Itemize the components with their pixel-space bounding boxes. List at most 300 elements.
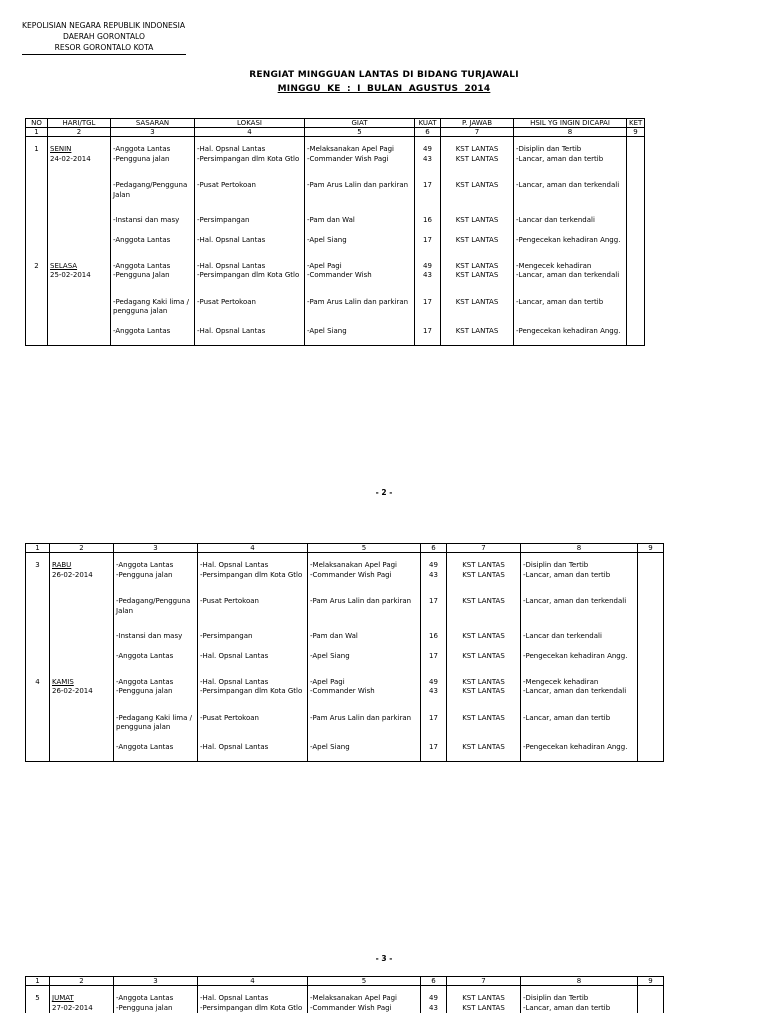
- lokasi-text: -Hal. Opsnal Lantas: [200, 994, 269, 1002]
- row-number: [26, 281, 48, 317]
- row-number: [26, 226, 48, 246]
- p-jawab-text: KST LANTAS: [455, 145, 499, 153]
- giat-cell: [305, 200, 415, 226]
- kuat-cell: [421, 553, 447, 581]
- giat-text: -Commander Wish: [307, 271, 372, 280]
- table-row: [26, 317, 645, 337]
- spacer-cell: [26, 337, 48, 346]
- kuat-text: 43: [423, 154, 432, 163]
- lokasi-text: -Pusat Pertokoan: [197, 297, 256, 306]
- header-line-2: DAERAH GORONTALO: [63, 32, 145, 41]
- sasaran-cell: [111, 164, 195, 200]
- p-jawab-text: KST LANTAS: [455, 216, 499, 225]
- spacer-cell: [521, 753, 638, 762]
- table-row: [26, 553, 664, 581]
- p-jawab-cell: [447, 616, 521, 642]
- sasaran-cell: [111, 254, 195, 281]
- hasil-text: -Pengecekan kehadiran Angg.: [523, 742, 628, 751]
- lokasi-text: -Persimpangan dlm Kota Gtlo: [197, 271, 300, 280]
- giat-text: -Pam Arus Lalin dan parkiran: [307, 297, 409, 306]
- sasaran-text: -Pengguna jalan: [116, 687, 173, 696]
- lokasi-cell: [195, 281, 305, 317]
- hasil-text: -Pengecekan kehadiran Angg.: [516, 326, 621, 335]
- day-date: [50, 642, 114, 662]
- kuat-text: 17: [429, 742, 438, 751]
- giat-text: -Pam dan Wal: [307, 216, 355, 225]
- hasil-cell: [521, 580, 638, 616]
- ket-cell: [627, 137, 645, 165]
- lokasi-text: -Pusat Pertokoan: [197, 181, 256, 190]
- spacer-cell: [305, 246, 415, 254]
- kuat-text: 49: [429, 994, 438, 1002]
- table-row: [26, 137, 645, 165]
- lokasi-text: -Hal. Opsnal Lantas: [200, 651, 269, 660]
- row-spacer: [26, 337, 645, 346]
- kuat-text: 17: [423, 235, 432, 244]
- kuat-text: 17: [423, 326, 432, 335]
- day-date: [48, 137, 111, 165]
- column-number-row: [26, 544, 664, 553]
- lokasi-cell: [198, 616, 308, 642]
- day-name: SENIN: [50, 145, 72, 153]
- p-jawab-text: KST LANTAS: [462, 677, 505, 686]
- lokasi-cell: [198, 553, 308, 581]
- spacer-cell: [308, 753, 421, 762]
- p-jawab-text: KST LANTAS: [462, 561, 505, 569]
- kuat-text: 17: [429, 597, 438, 606]
- giat-text: -Apel Pagi: [307, 261, 342, 270]
- column-number: 7: [447, 977, 521, 986]
- hasil-text: -Lancar, aman dan terkendali: [523, 687, 627, 696]
- giat-cell: [308, 733, 421, 753]
- p-jawab-cell: [441, 164, 514, 200]
- sasaran-text: -Anggota Lantas: [113, 235, 171, 244]
- sasaran-cell: [114, 553, 198, 581]
- column-number: 4: [195, 128, 305, 137]
- kuat-cell: [415, 317, 441, 337]
- day-number: 2: [34, 261, 39, 270]
- kuat-text: 49: [423, 145, 432, 153]
- row-number: [26, 986, 50, 1014]
- hasil-text: -Mengecek kehadiran: [516, 261, 592, 270]
- column-number: 5: [308, 977, 421, 986]
- day-name: RABU: [52, 561, 72, 569]
- sasaran-cell: [114, 986, 198, 1014]
- table-row: [26, 226, 645, 246]
- row-number: [26, 254, 48, 281]
- giat-text: -Melaksanakan Apel Pagi: [310, 561, 397, 569]
- table-row: [26, 616, 664, 642]
- p-jawab-text: KST LANTAS: [462, 742, 505, 751]
- table-row: [26, 697, 664, 733]
- kuat-cell: [421, 733, 447, 753]
- sasaran-cell: [111, 137, 195, 165]
- hasil-text: -Lancar, aman dan tertib: [523, 570, 611, 579]
- kuat-cell: [421, 670, 447, 697]
- sasaran-text: -Anggota Lantas: [116, 651, 174, 660]
- giat-text: -Apel Siang: [310, 651, 350, 660]
- spacer-cell: [26, 753, 50, 762]
- column-number: 9: [638, 977, 664, 986]
- table-row: [26, 670, 664, 697]
- spacer-cell: [195, 337, 305, 346]
- kuat-cell: [415, 254, 441, 281]
- giat-text: -Commander Wish: [310, 687, 375, 696]
- kuat-text: 43: [423, 271, 432, 280]
- row-number: [26, 580, 50, 616]
- giat-cell: [305, 226, 415, 246]
- column-number: 3: [111, 128, 195, 137]
- lokasi-text: -Persimpangan dlm Kota Gtlo: [197, 154, 300, 163]
- spacer-cell: [198, 662, 308, 670]
- p-jawab-text: KST LANTAS: [462, 597, 505, 606]
- p-jawab-cell: [447, 553, 521, 581]
- hasil-cell: [521, 642, 638, 662]
- schedule-table: [25, 543, 664, 762]
- day-date-value: 27-02-2014: [52, 1003, 93, 1012]
- day-date-value: 24-02-2014: [50, 154, 91, 163]
- p-jawab-text: KST LANTAS: [455, 181, 499, 190]
- sasaran-cell: [111, 281, 195, 317]
- hasil-cell: [514, 281, 627, 317]
- row-number: [26, 642, 50, 662]
- ket-cell: [627, 254, 645, 281]
- day-date: [50, 733, 114, 753]
- column-number: 7: [441, 128, 514, 137]
- giat-cell: [305, 317, 415, 337]
- giat-text: -Pam Arus Lalin dan parkiran: [307, 181, 409, 190]
- table-row: [26, 580, 664, 616]
- kuat-cell: [415, 164, 441, 200]
- giat-cell: [305, 137, 415, 165]
- ket-cell: [638, 580, 664, 616]
- spacer-cell: [50, 753, 114, 762]
- kuat-text: 49: [429, 561, 438, 569]
- spacer-cell: [111, 246, 195, 254]
- day-date: [50, 986, 114, 1014]
- kuat-text: 43: [429, 687, 438, 696]
- ket-cell: [627, 200, 645, 226]
- lokasi-text: -Hal. Opsnal Lantas: [197, 235, 266, 244]
- day-number: 1: [34, 145, 39, 153]
- kuat-text: 43: [429, 570, 438, 579]
- giat-cell: [308, 616, 421, 642]
- sasaran-text: -Pengguna Jalan: [113, 271, 170, 280]
- ket-cell: [638, 733, 664, 753]
- column-number: 6: [415, 128, 441, 137]
- sasaran-cell: [114, 642, 198, 662]
- sasaran-text: -Pedagang Kaki lima /: [116, 713, 192, 722]
- giat-cell: [308, 986, 421, 1014]
- giat-text: -Pam Arus Lalin dan parkiran: [310, 597, 412, 606]
- row-number: [26, 137, 48, 165]
- day-date: [50, 553, 114, 581]
- lokasi-cell: [198, 670, 308, 697]
- p-jawab-cell: [447, 697, 521, 733]
- ket-cell: [627, 164, 645, 200]
- day-date: [50, 616, 114, 642]
- ket-cell: [627, 226, 645, 246]
- hasil-text: -Mengecek kehadiran: [523, 677, 599, 686]
- column-header: LOKASI: [195, 119, 305, 128]
- hasil-cell: [521, 670, 638, 697]
- sasaran-text: Jalan: [116, 606, 134, 615]
- page-number-3: - 3 -: [375, 954, 393, 963]
- kuat-text: 17: [429, 651, 438, 660]
- hasil-text: -Lancar, aman dan terkendali: [516, 271, 620, 280]
- column-number: 3: [114, 977, 198, 986]
- table-row: [26, 733, 664, 753]
- p-jawab-cell: [447, 670, 521, 697]
- day-date: [48, 200, 111, 226]
- hasil-text: -Lancar dan terkendali: [523, 632, 602, 641]
- spacer-cell: [441, 246, 514, 254]
- ket-cell: [638, 986, 664, 1014]
- giat-cell: [305, 281, 415, 317]
- p-jawab-cell: [441, 137, 514, 165]
- p-jawab-text: KST LANTAS: [462, 1003, 505, 1012]
- lokasi-cell: [198, 986, 308, 1014]
- kuat-cell: [415, 226, 441, 246]
- sasaran-cell: [114, 580, 198, 616]
- column-number: 2: [48, 128, 111, 137]
- kuat-cell: [421, 580, 447, 616]
- spacer-cell: [521, 662, 638, 670]
- sasaran-cell: [111, 200, 195, 226]
- hasil-text: -Lancar dan terkendali: [516, 216, 595, 225]
- column-header: HSIL YG INGIN DICAPAI: [514, 119, 627, 128]
- row-number: [26, 553, 50, 581]
- column-number: 8: [514, 128, 627, 137]
- giat-text: -Pam dan Wal: [310, 632, 358, 641]
- row-number: [26, 317, 48, 337]
- p-jawab-text: KST LANTAS: [462, 687, 505, 696]
- sasaran-cell: [114, 697, 198, 733]
- giat-cell: [308, 642, 421, 662]
- hasil-cell: [521, 553, 638, 581]
- p-jawab-text: KST LANTAS: [455, 261, 499, 270]
- column-number: 2: [50, 544, 114, 553]
- giat-text: -Melaksanakan Apel Pagi: [307, 145, 394, 153]
- spacer-cell: [198, 753, 308, 762]
- sasaran-text: pengguna jalan: [113, 307, 168, 316]
- column-number-row: [26, 128, 645, 137]
- ket-cell: [638, 616, 664, 642]
- p-jawab-text: KST LANTAS: [455, 235, 499, 244]
- hasil-text: -Disiplin dan Tertib: [516, 145, 582, 153]
- ket-cell: [627, 317, 645, 337]
- hasil-text: -Pengecekan kehadiran Angg.: [523, 651, 628, 660]
- p-jawab-text: KST LANTAS: [462, 570, 505, 579]
- table-row: [26, 200, 645, 226]
- spacer-cell: [441, 337, 514, 346]
- spacer-cell: [48, 246, 111, 254]
- lokasi-text: -Persimpangan dlm Kota Gtlo: [200, 570, 303, 579]
- spacer-cell: [26, 662, 50, 670]
- hasil-cell: [514, 200, 627, 226]
- hasil-text: -Disiplin dan Tertib: [523, 994, 589, 1002]
- column-header: KET: [627, 119, 645, 128]
- day-name: SELASA: [50, 261, 78, 270]
- p-jawab-text: KST LANTAS: [462, 994, 505, 1002]
- sasaran-text: -Instansi dan masy: [116, 632, 183, 641]
- day-number: 5: [35, 994, 40, 1002]
- day-date: [50, 670, 114, 697]
- sasaran-text: -Anggota Lantas: [113, 326, 171, 335]
- sasaran-cell: [114, 616, 198, 642]
- sasaran-text: Jalan: [113, 190, 131, 199]
- giat-cell: [308, 580, 421, 616]
- header-line-1: KEPOLISIAN NEGARA REPUBLIK INDONESIA: [22, 21, 186, 30]
- day-date: [48, 281, 111, 317]
- day-date: [48, 317, 111, 337]
- lokasi-text: -Hal. Opsnal Lantas: [200, 742, 269, 751]
- lokasi-text: -Hal. Opsnal Lantas: [197, 261, 266, 270]
- day-date: [48, 254, 111, 281]
- p-jawab-cell: [441, 226, 514, 246]
- kuat-text: 49: [429, 677, 438, 686]
- row-spacer: [26, 246, 645, 254]
- p-jawab-text: KST LANTAS: [455, 297, 499, 306]
- row-number: [26, 200, 48, 226]
- day-date: [50, 697, 114, 733]
- hasil-cell: [521, 697, 638, 733]
- column-header: KUAT: [415, 119, 441, 128]
- hasil-cell: [521, 733, 638, 753]
- ket-cell: [627, 281, 645, 317]
- sasaran-text: -Anggota Lantas: [113, 145, 171, 153]
- sasaran-text: -Pengguna jalan: [113, 154, 170, 163]
- column-number: 9: [638, 544, 664, 553]
- lokasi-cell: [195, 137, 305, 165]
- giat-text: -Melaksanakan Apel Pagi: [310, 994, 397, 1002]
- sasaran-text: -Anggota Lantas: [116, 561, 174, 569]
- giat-text: -Commander Wish Pagi: [310, 570, 392, 579]
- p-jawab-cell: [441, 200, 514, 226]
- spacer-cell: [114, 662, 198, 670]
- sasaran-text: -Pengguna jalan: [116, 1003, 173, 1012]
- column-number: 2: [50, 977, 114, 986]
- lokasi-cell: [198, 642, 308, 662]
- lokasi-text: -Persimpangan dlm Kota Gtlo: [200, 1003, 303, 1012]
- sasaran-text: -Anggota Lantas: [116, 742, 174, 751]
- kuat-cell: [421, 986, 447, 1014]
- giat-cell: [308, 697, 421, 733]
- spacer-cell: [415, 246, 441, 254]
- row-number: [26, 164, 48, 200]
- table-row: [26, 986, 664, 1014]
- hasil-cell: [514, 317, 627, 337]
- page-number-2: - 2 -: [375, 488, 393, 497]
- spacer-cell: [308, 662, 421, 670]
- schedule-table: [25, 118, 645, 346]
- sasaran-text: pengguna jalan: [116, 723, 171, 732]
- ket-cell: [638, 553, 664, 581]
- giat-text: -Apel Pagi: [310, 677, 345, 686]
- giat-text: -Apel Siang: [307, 235, 347, 244]
- kuat-cell: [421, 642, 447, 662]
- row-spacer: [26, 662, 664, 670]
- schedule-table: [25, 976, 664, 1013]
- spacer-cell: [305, 337, 415, 346]
- lokasi-text: -Hal. Opsnal Lantas: [200, 677, 269, 686]
- spacer-cell: [114, 753, 198, 762]
- column-header: NO: [26, 119, 48, 128]
- hasil-text: -Lancar, aman dan tertib: [516, 297, 604, 306]
- kuat-text: 49: [423, 261, 432, 270]
- giat-text: -Pam Arus Lalin dan parkiran: [310, 713, 412, 722]
- lokasi-text: -Persimpangan dlm Kota Gtlo: [200, 687, 303, 696]
- lokasi-text: -Pusat Pertokoan: [200, 713, 259, 722]
- lokasi-cell: [195, 164, 305, 200]
- document-subtitle: MINGGU KE : I BULAN AGUSTUS 2014: [277, 84, 491, 94]
- day-number: 3: [35, 561, 40, 569]
- sasaran-cell: [111, 317, 195, 337]
- column-number: 4: [198, 544, 308, 553]
- hasil-text: -Pengecekan kehadiran Angg.: [516, 235, 621, 244]
- spacer-cell: [421, 753, 447, 762]
- day-name: JUMAT: [52, 994, 74, 1002]
- hasil-cell: [521, 616, 638, 642]
- giat-cell: [305, 164, 415, 200]
- column-header: P. JAWAB: [441, 119, 514, 128]
- ket-cell: [638, 642, 664, 662]
- hasil-text: -Lancar, aman dan tertib: [516, 154, 604, 163]
- row-spacer: [26, 753, 664, 762]
- giat-text: -Commander Wish Pagi: [310, 1003, 392, 1012]
- ket-cell: [638, 697, 664, 733]
- p-jawab-cell: [441, 254, 514, 281]
- spacer-cell: [514, 246, 627, 254]
- hasil-text: -Lancar, aman dan tertib: [523, 713, 611, 722]
- row-number: [26, 733, 50, 753]
- day-date-value: 26-02-2014: [52, 687, 93, 696]
- column-number: 1: [26, 128, 48, 137]
- sasaran-text: -Pedagang/Pengguna: [113, 181, 188, 190]
- hasil-text: -Lancar, aman dan terkendali: [523, 597, 627, 606]
- hasil-cell: [521, 986, 638, 1014]
- sasaran-cell: [111, 226, 195, 246]
- lokasi-cell: [195, 200, 305, 226]
- table-row: [26, 254, 645, 281]
- p-jawab-cell: [441, 317, 514, 337]
- hasil-text: -Lancar, aman dan terkendali: [516, 181, 620, 190]
- spacer-cell: [111, 337, 195, 346]
- spacer-cell: [50, 662, 114, 670]
- giat-cell: [305, 254, 415, 281]
- column-number: 6: [421, 544, 447, 553]
- lokasi-text: -Hal. Opsnal Lantas: [197, 326, 266, 335]
- institution-header: [22, 20, 186, 55]
- lokasi-cell: [198, 733, 308, 753]
- hasil-cell: [514, 164, 627, 200]
- row-number: [26, 670, 50, 697]
- sasaran-text: -Instansi dan masy: [113, 216, 180, 225]
- spacer-cell: [447, 753, 521, 762]
- column-number-row: [26, 977, 664, 986]
- p-jawab-text: KST LANTAS: [455, 271, 499, 280]
- column-number: 3: [114, 544, 198, 553]
- p-jawab-text: KST LANTAS: [462, 632, 505, 641]
- giat-text: -Apel Siang: [307, 326, 347, 335]
- table-row: [26, 164, 645, 200]
- lokasi-cell: [195, 254, 305, 281]
- p-jawab-text: KST LANTAS: [455, 154, 499, 163]
- column-number: 8: [521, 544, 638, 553]
- hasil-text: -Disiplin dan Tertib: [523, 561, 589, 569]
- hasil-cell: [514, 137, 627, 165]
- p-jawab-text: KST LANTAS: [462, 651, 505, 660]
